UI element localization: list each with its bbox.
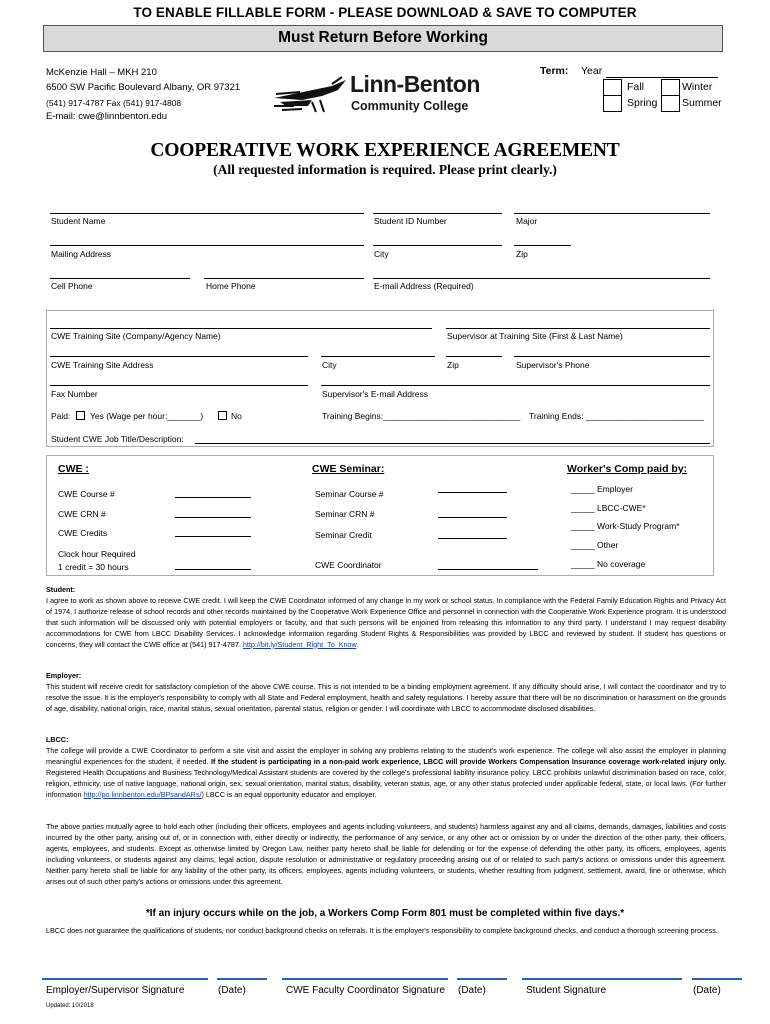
job-title-field[interactable] xyxy=(195,443,710,444)
supervisor-email-label: Supervisor's E-mail Address xyxy=(322,389,429,399)
college-logo xyxy=(272,72,502,116)
lbcc-terms-heading: LBCC: xyxy=(46,735,69,744)
lbcc-terms-text-2: Registered Health Occupations and Business Technology/Medical Assistant students are covered by the college's professional liability insurance policy. LBCC prohibits unlawful discrimination based on race, color, religion, ethnicity, use of native language, national origin, sex, sexual orientation, marital status, disability, veteran status, age, or any other status protected under applicable federal, state, or local laws. (For further information xyxy=(46,767,726,799)
employer-terms xyxy=(46,671,726,715)
site-name-field[interactable] xyxy=(50,328,432,329)
home-phone-field[interactable] xyxy=(204,278,364,279)
student-date-label: (Date) xyxy=(693,985,721,996)
logo-subtitle: Community College xyxy=(351,99,469,113)
student-id-field[interactable] xyxy=(373,213,502,214)
comp-no-coverage-option[interactable]: _____ No coverage xyxy=(571,559,646,569)
seminar-course-field[interactable] xyxy=(438,492,507,493)
site-zip-field[interactable] xyxy=(446,356,502,357)
job-title-label: Student CWE Job Title/Description: xyxy=(51,434,184,444)
student-terms-heading: Student: xyxy=(46,585,76,594)
site-address-label: CWE Training Site Address xyxy=(51,360,154,370)
student-terms: Student: I agree to work as shown above to receive CWE credit. I will keep the CWE Coordinator informed of any change in my work or school status. In compliance with the Federal Family Education Rights and Privacy Act of 1974, I authorize release of school records and other records maintained by the Cooperative Work Experience Office and personnel in connection with the Cooperative Work Experience program. It is understood that such information will be discussed only with potential employers or faculty, and that such persons will be enjoined from releasing this information to any third party. I understand I may request disability accommodations for CWE from LBCC Disability Services. I acknowledge information regarding Student Rights & Responsibilities was provided by LBCC and reviewed by student. If student has questions or concerns, they will contact the CWE office at (541) 917-4787. http://bit.ly/Student_Right_To_Know. xyxy=(46,585,726,649)
supervisor-phone-field[interactable] xyxy=(514,356,710,357)
employer-signature-field[interactable] xyxy=(42,978,208,980)
must-return-box: Must Return Before Working xyxy=(43,25,723,52)
comp-other-option[interactable]: _____ Other xyxy=(571,540,619,550)
credit-hours-note: 1 credit = 30 hours xyxy=(58,562,129,572)
seminar-crn-field[interactable] xyxy=(438,517,507,518)
supervisor-email-field[interactable] xyxy=(321,385,710,386)
employer-terms-text: This student will receive credit for satisfactory completion of the above CWE course. This is not intended to be a binding employment agreement. If any difficulty should arise, I will contact the coordinator and try to resolve the issue. It is the employer's responsibility to comply with all State and Federal employment, health and safety regulations. I hereby assure that there will be no discrimination or harassment on the grounds of age, disability, national origin, race, marital status, sexual orientation, parental status, religion or gender. I will coordinate with LBCC to accommodate disclosed disabilities. xyxy=(46,681,726,713)
year-label: Year xyxy=(581,65,603,77)
summer-label: Summer xyxy=(682,97,722,109)
spring-checkbox[interactable] xyxy=(603,95,622,112)
site-city-field[interactable] xyxy=(321,356,435,357)
faculty-signature-label: CWE Faculty Coordinator Signature xyxy=(286,985,445,996)
roadrunner-logo-icon xyxy=(272,76,348,114)
supervisor-name-label: Supervisor at Training Site (First & Last Name) xyxy=(447,331,623,341)
site-name-label: CWE Training Site (Company/Agency Name) xyxy=(51,331,221,341)
lbcc-insurance-statement: If the student is participating in a non-paid work experience, LBCC will provide Workers Compensation Insurance coverage work-related injury only. xyxy=(211,756,726,766)
site-city-label: City xyxy=(322,360,337,370)
zip-field[interactable] xyxy=(514,245,571,246)
lbcc-terms xyxy=(46,735,726,800)
zip-label: Zip xyxy=(516,249,528,259)
lbcc-terms-text: The college will provide a CWE Coordinator to perform a site visit and assist the employer in solving any problems relating to the student's work experience. The college will also assist the employer in planning meaningful experiences for the student, if needed. xyxy=(46,745,726,766)
seminar-course-label: Seminar Course # xyxy=(315,489,384,499)
cwe-credits-field[interactable] xyxy=(175,536,251,537)
paid-no-checkbox[interactable] xyxy=(218,411,227,420)
site-zip-label: Zip xyxy=(447,360,459,370)
email-line: E-mail: cwe@linnbenton.edu xyxy=(46,111,168,122)
city-label: City xyxy=(374,249,389,259)
student-signature-label: Student Signature xyxy=(526,985,607,996)
paid-yes-checkbox[interactable] xyxy=(76,411,85,420)
paid-no-label: No xyxy=(231,411,242,421)
address-line-1: McKenzie Hall – MKH 210 xyxy=(46,67,157,78)
year-field[interactable] xyxy=(606,77,718,78)
fall-label: Fall xyxy=(627,81,644,93)
seminar-credit-label: Seminar Credit xyxy=(315,530,372,540)
hold-harmless-terms: The above parties mutually agree to hold each other (including their officers, employees and agents including volunteers, and students) harmless against any and all claims, demands, damages, liabilities and costs incurred by the other party, arising out of, or in connection with, either directly or indirectly, the performance of any service, or any other act or omission by or under the direction of the other party, their officers, agents, employees, and students. Except as otherwise limited by Oregon Law, neither party hereto shall be liable for defending or for the expense of defending the other party, its officers, employees, agents including volunteers, or students against any claims, legal action, dispute resolution or administrative or regulatory proceeding arising out of or related to such party's actions or omissions under this agreement. Neither party hereto shall be liable for any liability of the other party, its officers, employees, agents including volunteers, or students, whether resulting from judgment, settlement, award, fine or otherwise, which arises out of such other party's actions or omissions under this agreement. xyxy=(46,822,726,886)
home-phone-label: Home Phone xyxy=(206,281,256,291)
major-field[interactable] xyxy=(514,213,710,214)
faculty-date-label: (Date) xyxy=(458,985,486,996)
email-field[interactable] xyxy=(373,278,710,279)
mailing-address-field[interactable] xyxy=(50,245,364,246)
paid-yes-label: Yes (Wage per hour:_______) xyxy=(90,411,204,421)
student-terms-text: I agree to work as shown above to receive CWE credit. I will keep the CWE Coordinator informed of any change in my work or school status. In compliance with the Federal Family Education Rights and Privacy Act of 1974, I authorize release of school records and other records maintained by the Cooperative Work Experience Office and personnel in connection with the Cooperative Work Experience program. It is understood that such information will be discussed only with potential employers or faculty, and that such persons will be enjoined from releasing this information to any third party. I understand I may request disability accommodations for CWE from LBCC Disability Services. I acknowledge information regarding Student Rights & Responsibilities was provided by LBCC and reviewed by student. If student has questions or concerns, they will contact the CWE office at (541) 917-4787. xyxy=(46,595,726,649)
clock-hour-label: Clock hour Required xyxy=(58,549,136,559)
clock-hours-field[interactable] xyxy=(175,569,251,570)
seminar-crn-label: Seminar CRN # xyxy=(315,509,375,519)
supervisor-name-field[interactable] xyxy=(446,328,710,329)
form-subtitle: (All requested information is required. Please print clearly.) xyxy=(213,162,557,177)
comp-work-study-option[interactable]: _____ Work-Study Program* xyxy=(571,521,680,531)
student-signature-field[interactable] xyxy=(522,978,682,980)
workers-comp-heading: Worker's Comp paid by: xyxy=(567,463,688,475)
injury-notice: *If an injury occurs while on the job, a Workers Comp Form 801 must be completed within five days.* xyxy=(145,908,625,919)
city-field[interactable] xyxy=(373,245,502,246)
employer-date-label: (Date) xyxy=(218,985,246,996)
spring-label: Spring xyxy=(627,97,658,109)
cwe-crn-label: CWE CRN # xyxy=(58,509,106,519)
training-ends-field[interactable]: Training Ends: _________________________ xyxy=(529,411,705,421)
cwe-course-field[interactable] xyxy=(175,497,251,498)
download-banner: TO ENABLE FILLABLE FORM - PLEASE DOWNLOAD & SAVE TO COMPUTER xyxy=(133,5,637,20)
background-check-disclaimer: LBCC does not guarantee the qualifications of students, nor conduct background checks on referrals. It is the employer's responsibility to complete background checks, and conduct a thorough screening process. xyxy=(46,926,718,935)
supervisor-phone-label: Supervisor's Phone xyxy=(516,360,590,370)
cwe-credits-label: CWE Credits xyxy=(58,528,108,538)
policy-link[interactable]: http://po.linnbenton.edu/BPsandARs/ xyxy=(83,789,202,799)
employer-date-field[interactable] xyxy=(217,978,267,980)
cwe-course-label: CWE Course # xyxy=(58,489,115,499)
summer-checkbox[interactable] xyxy=(661,95,680,112)
site-address-field[interactable] xyxy=(50,356,308,357)
updated-date: Updated: 10/2018 xyxy=(46,1003,94,1009)
major-label: Major xyxy=(516,216,538,226)
comp-lbcc-option[interactable]: _____ LBCC-CWE* xyxy=(571,503,646,513)
fax-label: Fax Number xyxy=(51,389,98,399)
cwe-coordinator-field[interactable] xyxy=(438,569,538,570)
seminar-credit-field[interactable] xyxy=(438,538,507,539)
email-label: E-mail Address (Required) xyxy=(374,281,474,291)
winter-checkbox[interactable] xyxy=(661,79,680,96)
logo-name: Linn-Benton xyxy=(350,71,480,97)
lbcc-terms-text-3: ) LBCC is an equal opportunity educator and employer. xyxy=(201,789,377,799)
cell-phone-field[interactable] xyxy=(50,278,190,279)
faculty-signature-field[interactable] xyxy=(282,978,448,980)
student-name-label: Student Name xyxy=(51,216,106,226)
training-begins-field[interactable]: Training Begins:_____________________________ xyxy=(322,411,521,421)
student-rights-link[interactable]: http://bit.ly/Student_Right_To_Know xyxy=(242,639,357,649)
employer-terms-heading: Employer: xyxy=(46,671,82,680)
phone-fax-line: (541) 917-4787 Fax (541) 917-4808 xyxy=(46,98,182,108)
mailing-address-label: Mailing Address xyxy=(51,249,112,259)
student-date-field[interactable] xyxy=(692,978,742,980)
employer-signature-label: Employer/Supervisor Signature xyxy=(46,985,185,996)
cwe-crn-field[interactable] xyxy=(175,517,251,518)
paid-label: Paid: xyxy=(51,411,71,421)
cwe-coordinator-label: CWE Coordinator xyxy=(315,560,382,570)
term-label: Term: xyxy=(540,65,569,77)
faculty-date-field[interactable] xyxy=(457,978,507,980)
address-line-2: 6500 SW Pacific Boulevard Albany, OR 97321 xyxy=(46,82,241,93)
student-name-field[interactable] xyxy=(50,213,364,214)
fax-field[interactable] xyxy=(50,385,308,386)
comp-employer-option[interactable]: _____ Employer xyxy=(571,484,633,494)
student-id-label: Student ID Number xyxy=(374,216,447,226)
fall-checkbox[interactable] xyxy=(603,79,622,96)
cell-phone-label: Cell Phone xyxy=(51,281,93,291)
winter-label: Winter xyxy=(682,81,713,93)
seminar-heading: CWE Seminar: xyxy=(312,463,385,475)
cwe-heading: CWE : xyxy=(58,463,89,475)
form-title: COOPERATIVE WORK EXPERIENCE AGREEMENT xyxy=(150,140,620,161)
